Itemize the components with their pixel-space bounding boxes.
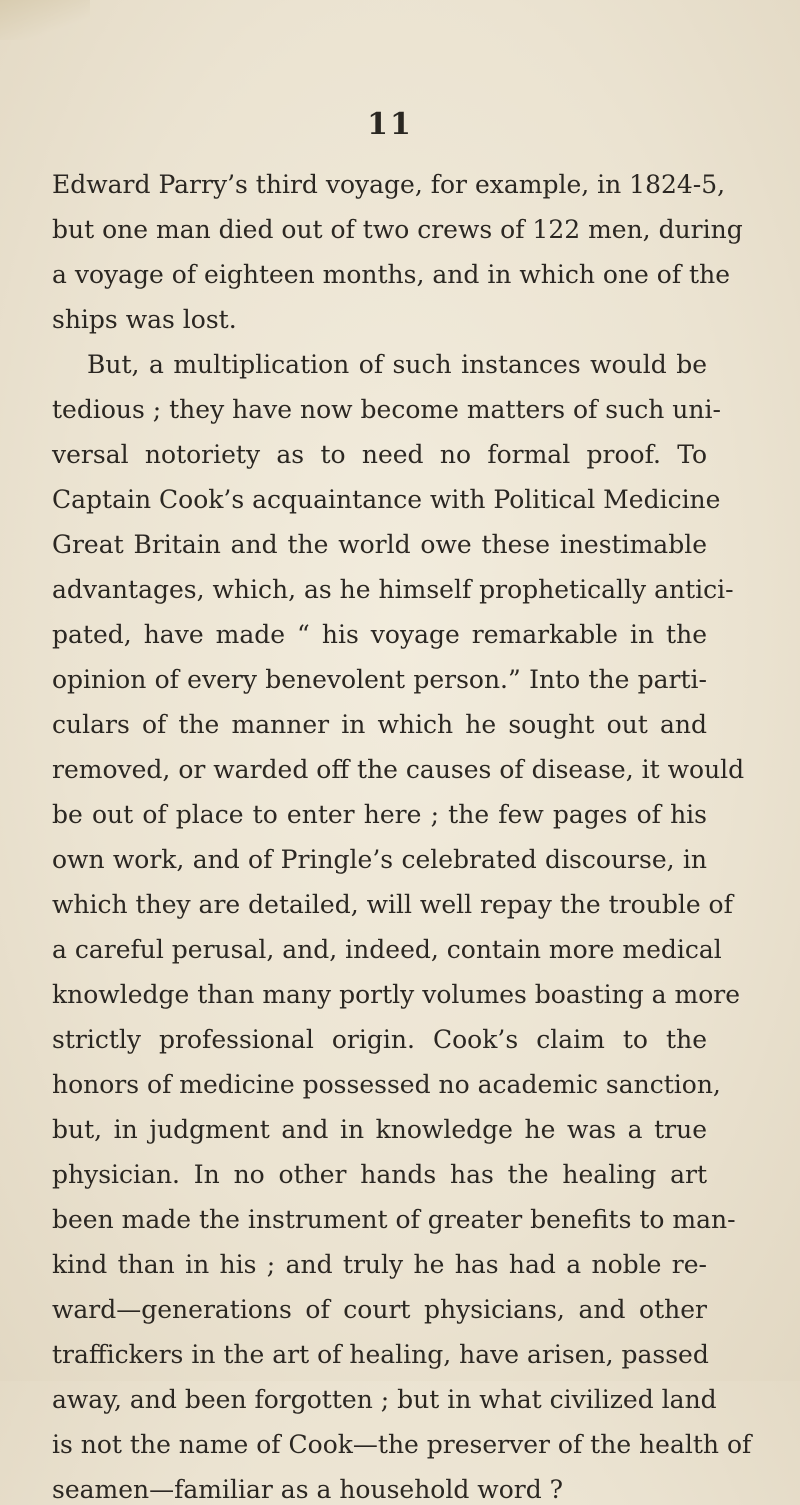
text-line: versal notoriety as to need no formal proof. To [52,440,707,469]
page-number: 11 [367,107,413,142]
text-line: strictly professional origin. Cook’s claim to the [52,1025,707,1054]
text-line: physician. In no other hands has the healing art [52,1160,707,1189]
text-line: been made the instrument of greater benefits to man- [52,1205,736,1234]
text-line: culars of the manner in which he sought out and [52,710,707,739]
text-line: traffickers in the art of healing, have arisen, passed [52,1340,709,1369]
text-line: tedious ; they have now become matters of such uni- [52,395,721,424]
text-line: but, in judgment and in knowledge he was a true [52,1115,707,1144]
text-line: But, a multiplication of such instances would be [87,350,707,379]
text-line: be out of place to enter here ; the few pages of his [52,800,707,829]
text-line: a careful perusal, and, indeed, contain more medical [52,935,722,964]
text-line: removed, or warded off the causes of disease, it would [52,755,745,784]
text-line: ships was lost. [52,305,237,334]
text-line: Great Britain and the world owe these inestimable [52,530,707,559]
text-line: kind than in his ; and truly he has had a noble re- [52,1250,707,1279]
text-line: pated, have made “ his voyage remarkable in the [52,620,707,649]
text-line: away, and been forgotten ; but in what civilized land [52,1385,717,1414]
text-line: own work, and of Pringle’s celebrated discourse, in [52,845,707,874]
text-line: but one man died out of two crews of 122 men, during [52,215,743,244]
text-line: honors of medicine possessed no academic sanction, [52,1070,721,1099]
text-line: a voyage of eighteen months, and in which one of the [52,260,730,289]
text-line: seamen—familiar as a household word ? [52,1475,564,1504]
text-line: Edward Parry’s third voyage, for example, in 1824-5, [52,170,726,199]
text-line: which they are detailed, will well repay the trouble of [52,890,733,919]
text-line: advantages, which, as he himself prophetically antici- [52,575,734,604]
text-line: knowledge than many portly volumes boasting a more [52,980,741,1009]
text-line: Captain Cook’s acquaintance with Political Medicine [52,485,721,514]
text-line: is not the name of Cook—the preserver of the health of [52,1430,752,1459]
text-line: opinion of every benevolent person.” Into the parti- [52,665,707,694]
text-line: ward—generations of court physicians, and other [52,1295,707,1324]
page-corner-shading [0,0,90,40]
